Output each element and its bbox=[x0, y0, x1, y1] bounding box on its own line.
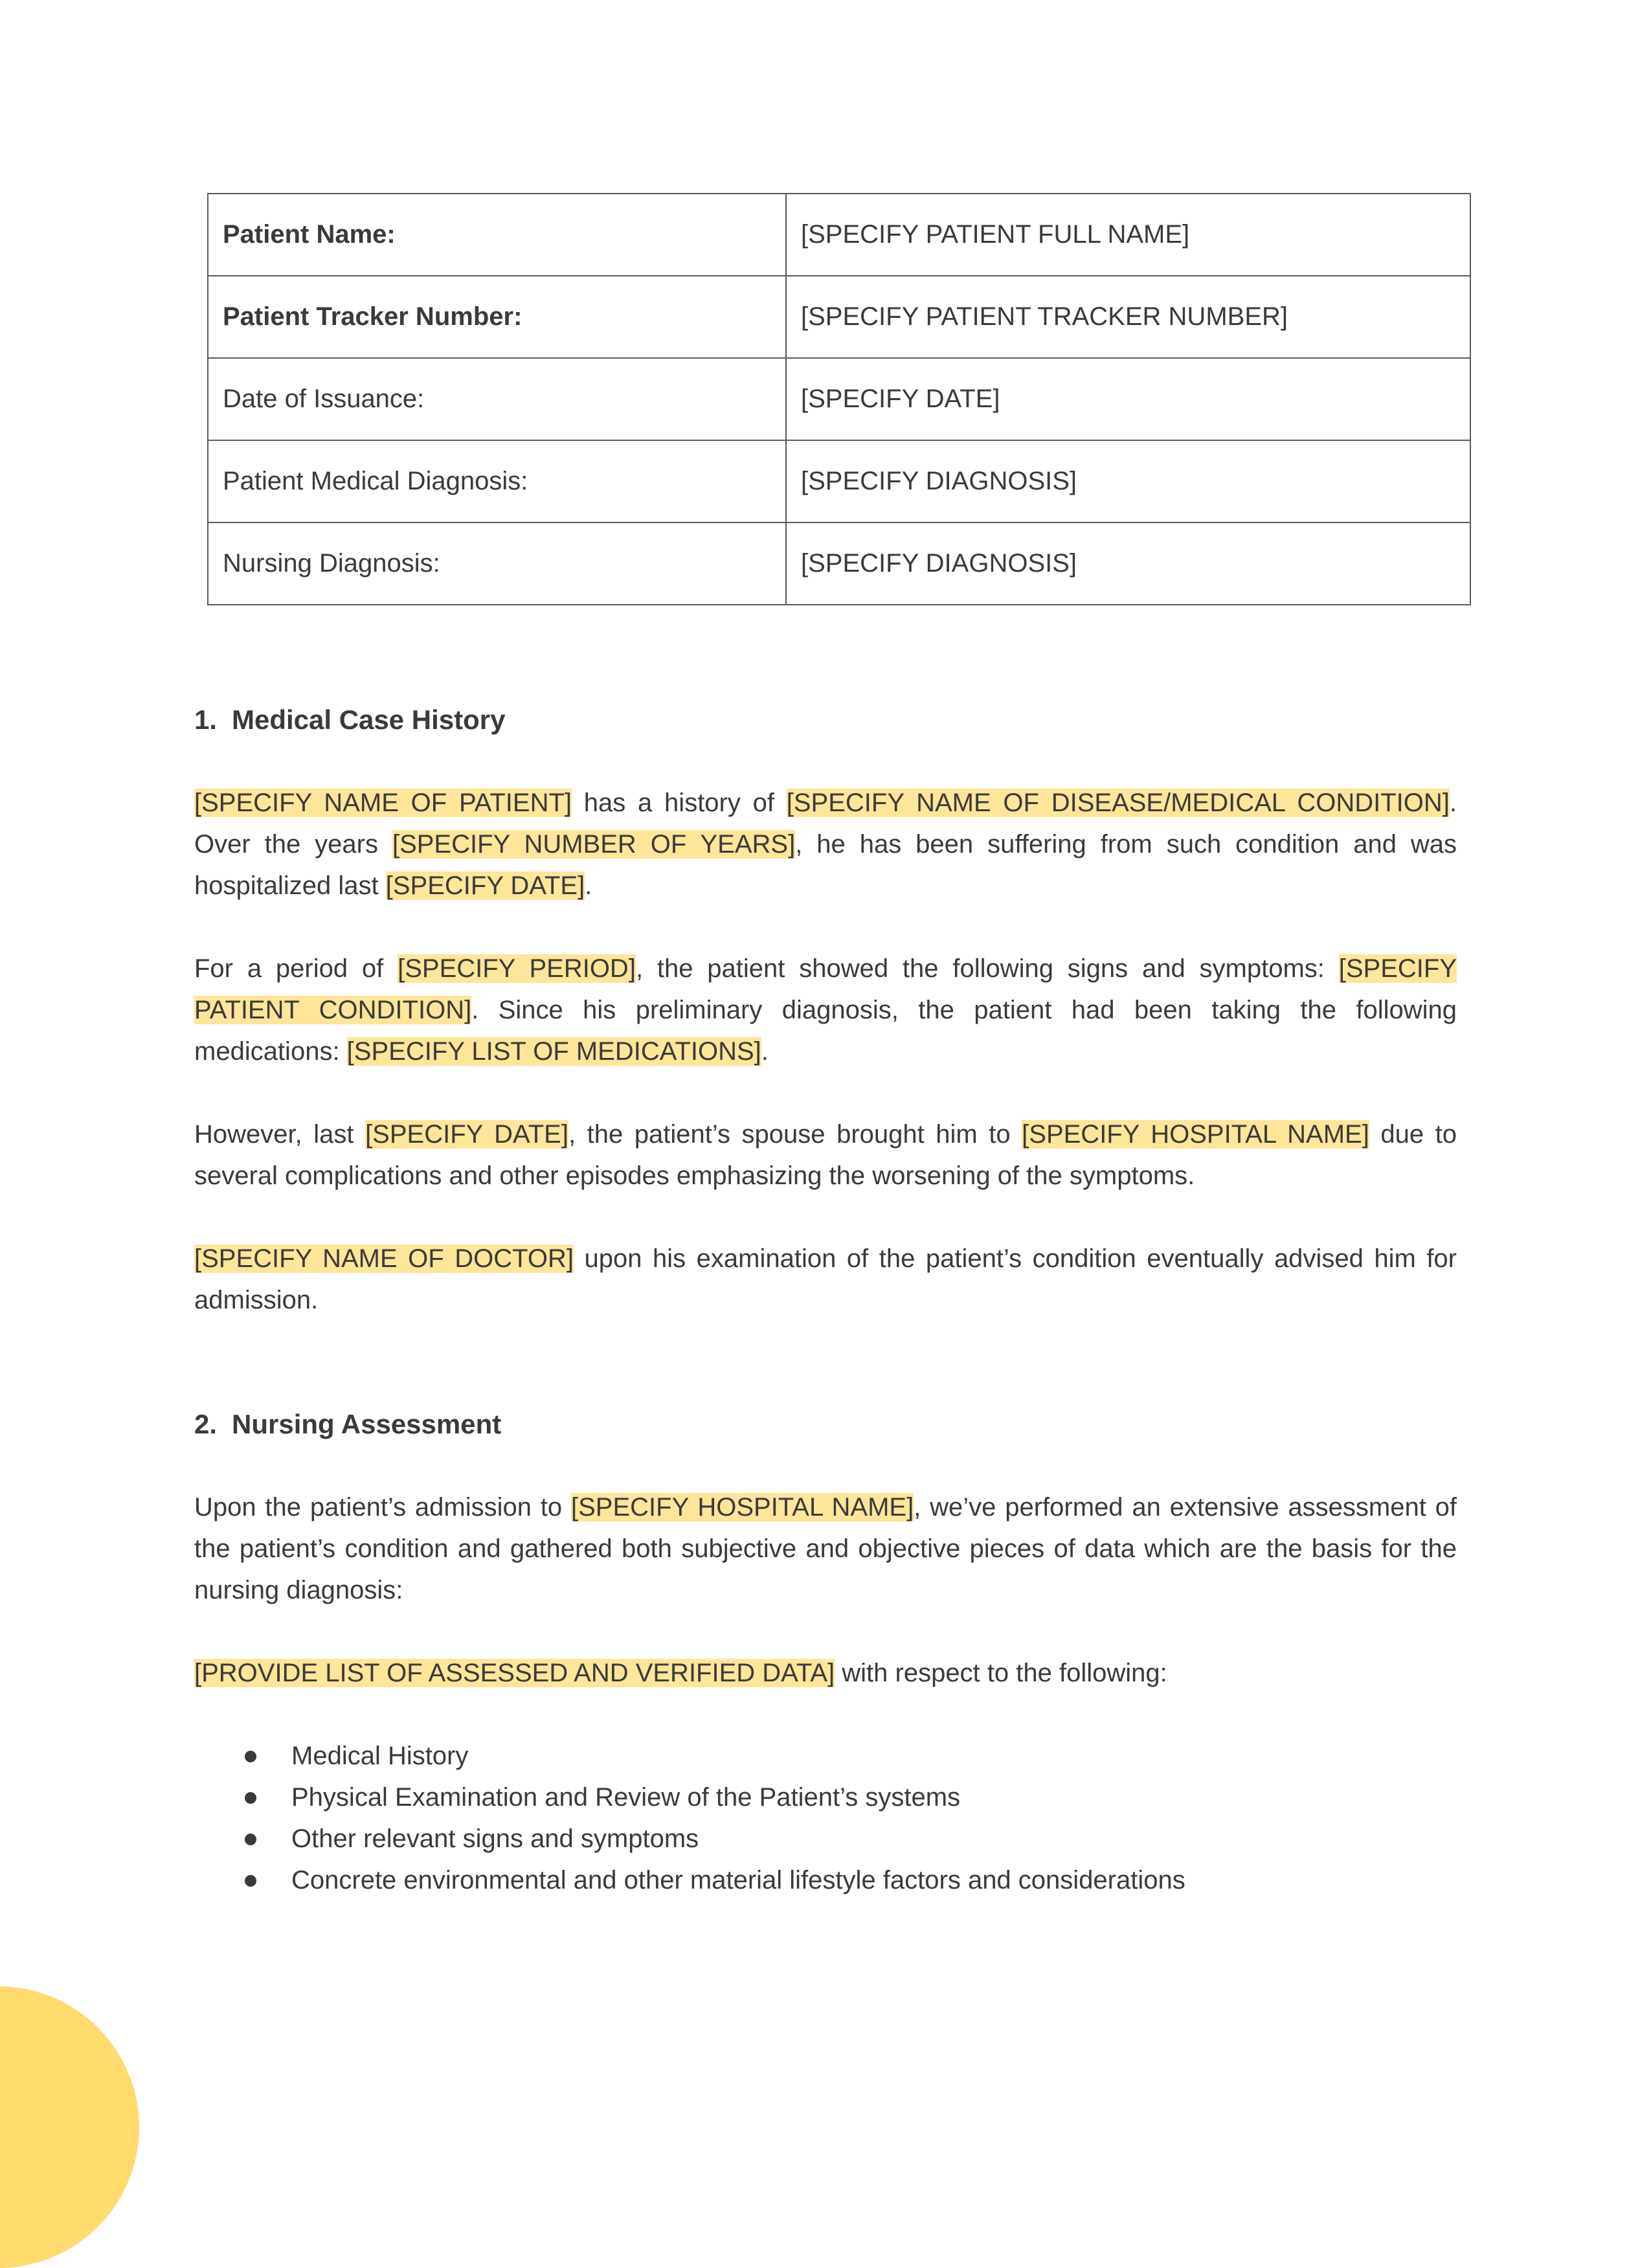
placeholder-highlight: [SPECIFY PATIENT CONDITION] bbox=[194, 954, 1457, 1024]
placeholder-highlight: [SPECIFY NAME OF PATIENT] bbox=[194, 789, 572, 817]
placeholder-highlight: [SPECIFY NAME OF DOCTOR] bbox=[194, 1244, 574, 1273]
section-heading-medical-history bbox=[194, 699, 1457, 741]
bullet-icon bbox=[245, 1834, 256, 1845]
paragraph-text: due to several complications and other episodes emphasizing the worsening of the symptoms. bbox=[194, 1120, 1457, 1190]
paragraph-text: , the patient’s spouse brought him to bbox=[568, 1120, 1022, 1149]
paragraph-text: , the patient showed the following signs and symptoms: bbox=[635, 954, 1339, 983]
placeholder-highlight: [SPECIFY HOSPITAL NAME] bbox=[1022, 1120, 1369, 1149]
paragraph-text: . bbox=[761, 1037, 769, 1066]
patient-info-table bbox=[207, 193, 1471, 605]
medical-diagnosis-label: Patient Medical Diagnosis: bbox=[208, 440, 786, 522]
list-item-text: Medical History bbox=[291, 1742, 469, 1770]
table-row bbox=[208, 194, 1470, 276]
list-item-text: Other relevant signs and symptoms bbox=[291, 1825, 699, 1853]
paragraph-text: However, last bbox=[194, 1120, 366, 1149]
history-paragraph-4 bbox=[194, 1238, 1457, 1321]
list-item bbox=[194, 1818, 1457, 1859]
placeholder-highlight: [SPECIFY LIST OF MEDICATIONS] bbox=[346, 1037, 761, 1066]
tracker-number-value: [SPECIFY PATIENT TRACKER NUMBER] bbox=[786, 276, 1470, 358]
assessment-paragraph-2 bbox=[194, 1652, 1457, 1694]
paragraph-text: , he has been suffering from such condition and was hospitalized last bbox=[194, 830, 1457, 900]
medical-diagnosis-value: [SPECIFY DIAGNOSIS] bbox=[786, 440, 1470, 522]
history-paragraph-3 bbox=[194, 1114, 1457, 1196]
issuance-date-label: Date of Issuance: bbox=[208, 358, 786, 440]
tracker-number-label: Patient Tracker Number: bbox=[208, 276, 786, 358]
table-row bbox=[208, 440, 1470, 522]
table-row bbox=[208, 522, 1470, 605]
section-title: Nursing Assessment bbox=[232, 1409, 502, 1439]
paragraph-text: has a history of bbox=[572, 789, 787, 817]
bullet-icon bbox=[245, 1751, 256, 1762]
placeholder-highlight: [PROVIDE LIST OF ASSESSED AND VERIFIED DATA] bbox=[194, 1659, 835, 1687]
section-number: 1. bbox=[194, 704, 218, 735]
paragraph-text: . Since his preliminary diagnosis, the patient had been taking the following medications: bbox=[194, 996, 1457, 1066]
section-number: 2. bbox=[194, 1409, 218, 1439]
placeholder-highlight: [SPECIFY DATE] bbox=[385, 871, 585, 900]
document-body bbox=[194, 699, 1457, 1901]
list-item bbox=[194, 1777, 1457, 1818]
section-title: Medical Case History bbox=[232, 704, 506, 735]
list-item bbox=[194, 1859, 1457, 1901]
patient-name-value: [SPECIFY PATIENT FULL NAME] bbox=[786, 194, 1470, 276]
assessment-bullet-list bbox=[194, 1735, 1457, 1901]
paragraph-text: with respect to the following: bbox=[835, 1659, 1167, 1687]
history-paragraph-2 bbox=[194, 948, 1457, 1072]
history-paragraph-1 bbox=[194, 782, 1457, 906]
paragraph-text: Upon the patient’s admission to bbox=[194, 1493, 571, 1521]
list-item-text: Physical Examination and Review of the Patient’s systems bbox=[291, 1783, 961, 1812]
decorative-circle bbox=[0, 1986, 139, 2268]
section-heading-nursing-assessment bbox=[194, 1404, 1457, 1445]
list-item bbox=[194, 1735, 1457, 1777]
paragraph-text: . bbox=[585, 871, 592, 900]
issuance-date-value: [SPECIFY DATE] bbox=[786, 358, 1470, 440]
placeholder-highlight: [SPECIFY PERIOD] bbox=[398, 954, 636, 983]
assessment-paragraph-1 bbox=[194, 1487, 1457, 1611]
nursing-diagnosis-value: [SPECIFY DIAGNOSIS] bbox=[786, 522, 1470, 605]
table-row bbox=[208, 358, 1470, 440]
placeholder-highlight: [SPECIFY HOSPITAL NAME] bbox=[570, 1493, 914, 1521]
paragraph-text: For a period of bbox=[194, 954, 398, 983]
list-item-text: Concrete environmental and other material lifestyle factors and considerations bbox=[291, 1866, 1185, 1894]
placeholder-highlight: [SPECIFY DATE] bbox=[365, 1120, 568, 1149]
bullet-icon bbox=[245, 1875, 256, 1887]
nursing-diagnosis-label: Nursing Diagnosis: bbox=[208, 522, 786, 605]
placeholder-highlight: [SPECIFY NUMBER OF YEARS] bbox=[392, 830, 796, 859]
placeholder-highlight: [SPECIFY NAME OF DISEASE/MEDICAL CONDITION] bbox=[786, 789, 1450, 817]
table-row bbox=[208, 276, 1470, 358]
paragraph-text: . Over the years bbox=[194, 789, 1457, 859]
paragraph-text: , we’ve performed an extensive assessment of the patient’s condition and gathered both subjective and objective pieces of data which are the basis for the nursing diagnosis: bbox=[194, 1493, 1457, 1604]
paragraph-text: upon his examination of the patient’s condition eventually advised him for admission. bbox=[194, 1244, 1457, 1314]
patient-name-label: Patient Name: bbox=[208, 194, 786, 276]
bullet-icon bbox=[245, 1792, 256, 1804]
